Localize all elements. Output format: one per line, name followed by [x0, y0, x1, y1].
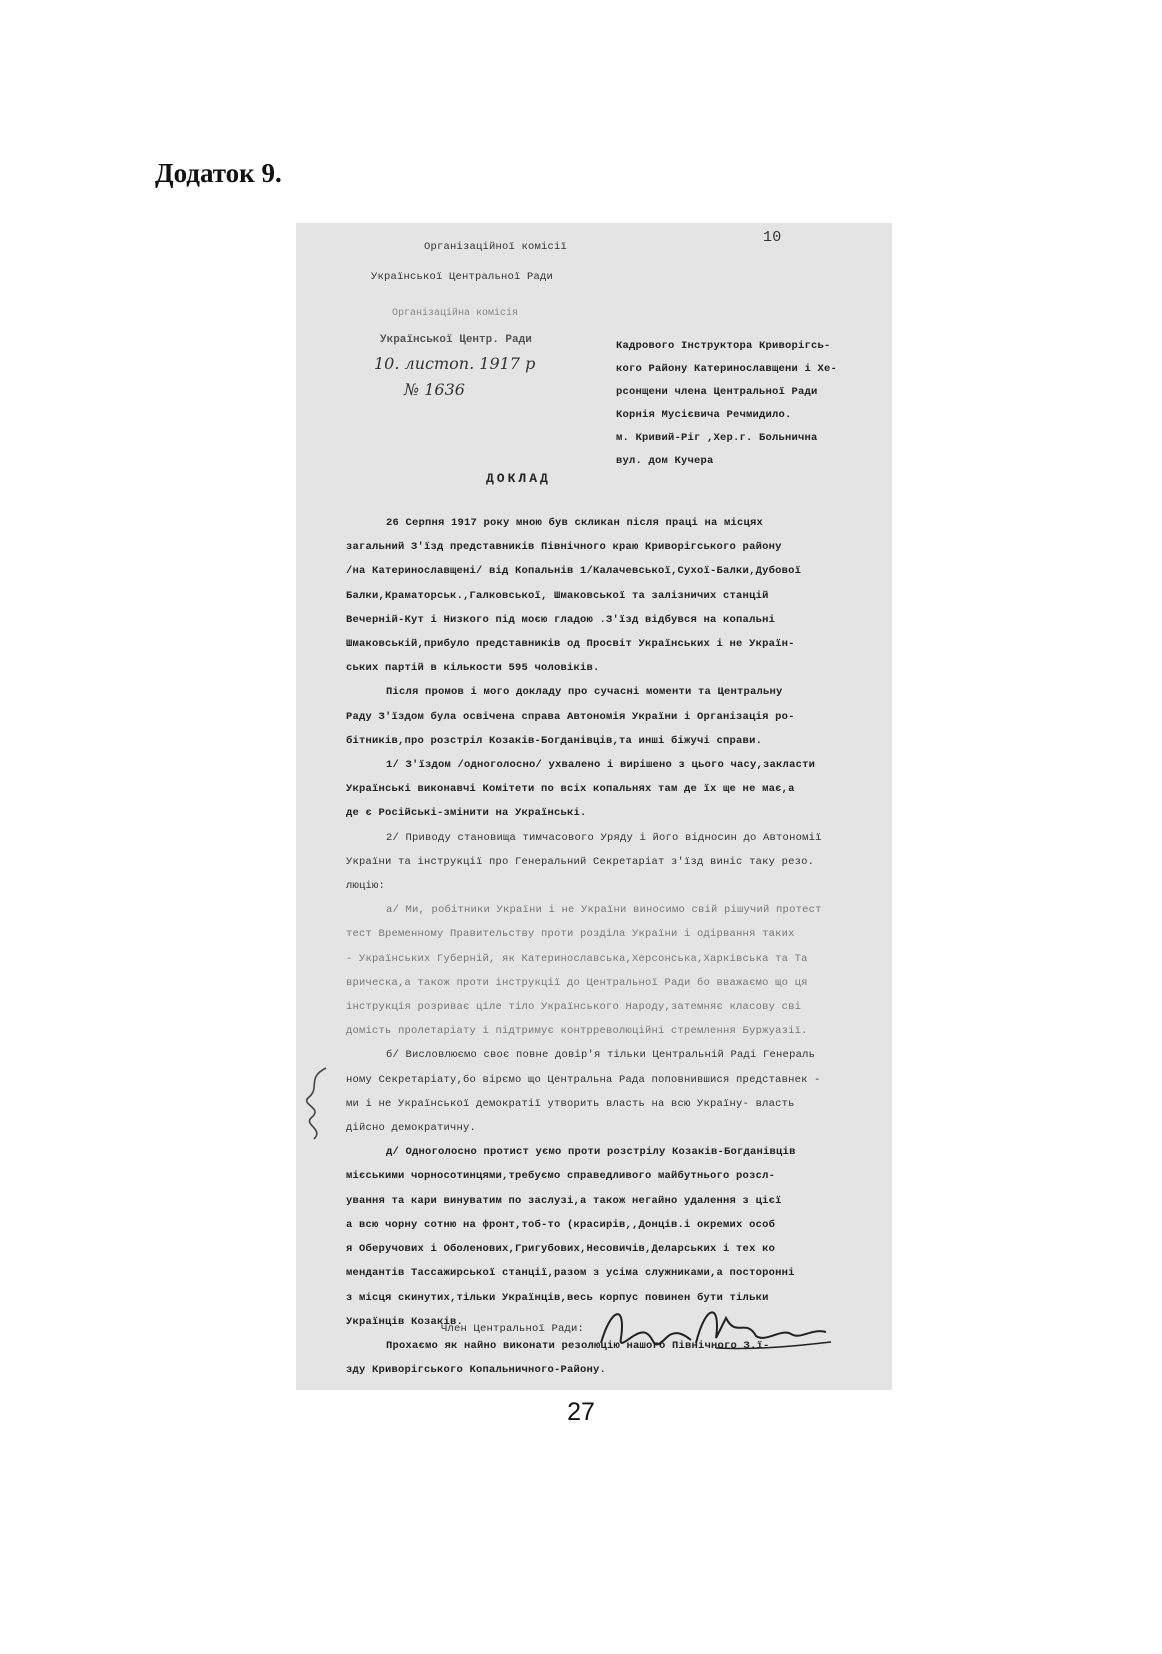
- body-line: врическа,а також проти інструкції до Центральної Ради бо вважаємо що ця: [346, 976, 808, 989]
- addressee-line: кого Району Катеринославщени і Хе-: [616, 363, 838, 375]
- scan-page-number: 10: [763, 229, 782, 246]
- body-line: ми і не Української демократії утворить власть на всю Україну- власть: [346, 1097, 795, 1110]
- body-line: д/ Одноголосно протист уємо проти розстрілу Козаків-Богданівців: [386, 1146, 796, 1159]
- document-title: ДОКЛАД: [486, 471, 551, 486]
- body-line: Після промов і мого докладу про сучасні моменти та Центральну: [386, 686, 783, 699]
- body-line: я Оберучових і Оболенових,Григубових,Несовичів,Деларських і тех ко: [346, 1243, 776, 1256]
- body-line: 1/ З'їздом /одноголосно/ ухвалено і вирішено з цього часу,закласти: [386, 759, 816, 772]
- scanned-document: [296, 223, 892, 1390]
- body-line: а/ Ми, робітники України і не України виносимо свій рішучий протест: [386, 904, 822, 917]
- registration-stamp: [374, 308, 534, 408]
- body-line: Прохаємо як найно виконати резолюцію нашого Північного З.ї-: [386, 1339, 770, 1352]
- addressee-line: Корнія Мусієвича Речмидило.: [616, 409, 792, 421]
- body-line: де є Російські-змінити на Українські.: [346, 807, 587, 820]
- addressee-line: вул. дом Кучера: [616, 455, 714, 467]
- body-line: мендантів Тассажирської станції,разом з усіма служниками,а посторонні: [346, 1267, 795, 1280]
- body-line: Вечерній-Кут і Низкого під моєю гладою .З'їзд відбувся на копальні: [346, 613, 776, 626]
- addressee-block: [616, 335, 837, 473]
- body-line: 2/ Приводу становища тимчасового Уряду і його відносин до Автономії: [386, 831, 822, 844]
- addressee-line: м. Кривий-Ріг ,Хер.г. Больнична: [616, 432, 818, 444]
- stamp-number: № 1636: [404, 380, 465, 399]
- body-line: тест Временному Правительству проти розділа України і одірвання таких: [346, 928, 795, 941]
- body-line: зду Криворігського Копальничного-Району.: [346, 1364, 607, 1377]
- stamp-date: 10. листоп. 1917 р: [374, 354, 536, 373]
- body-line: ному Секретаріату,бо вірємо що Центральна Рада поповнившися представнек -: [346, 1073, 821, 1086]
- body-line: інструкція розриває ціле тіло Українського Народу,затемняє класову сві: [346, 1001, 802, 1014]
- body-line: Шмаковській,прибуло представників од Просвіт Українських і не Україн-: [346, 638, 795, 651]
- body-line: б/ Висловлюємо своє повне довір'я тільки Центральній Раді Генераль: [386, 1049, 816, 1062]
- body-line: бітників,про розстріл Козаків-Богданівців,та инші біжучі справи.: [346, 734, 763, 747]
- body-line: люцію:: [346, 880, 386, 893]
- body-line: ування та кари винуватим по заслузі,а також негайно удалення з цієї: [346, 1194, 782, 1207]
- body-line: ських партій в кількости 595 чоловіків.: [346, 662, 600, 675]
- body-line: загальний З'їзд представників Північного краю Криворігського району: [346, 541, 782, 554]
- signature-label: Член Центральної Ради:: [441, 1323, 585, 1335]
- stamp-line-1: Організаційна комісія: [392, 308, 519, 319]
- addressee-line: рсонщени члена Центральної Ради: [616, 386, 818, 398]
- stamp-line-2: Української Центр. Ради: [380, 334, 532, 346]
- body-line: Раду З'їздом була освічена справа Автономія України і Організація ро-: [346, 710, 795, 723]
- body-line: а всю чорну сотню на фронт,тоб-то (красирів,,Донців.і окремих особ: [346, 1218, 776, 1231]
- body-line: домість пролетаріату і підтримує контрреволюційні стремлення Буржуазії.: [346, 1025, 808, 1038]
- page-number: 27: [567, 1398, 595, 1426]
- body-line: Українські виконавчі Комітети по всіх копальнях там де їх ще не має,а: [346, 783, 795, 796]
- org-line-1: Організаційної комісії: [424, 241, 568, 253]
- body-line: Українців Козаків.: [346, 1315, 464, 1328]
- org-line-2: Української Центральної Ради: [371, 271, 554, 283]
- addressee-line: Кадрового Інструктора Криворігсь-: [616, 340, 831, 352]
- document-body: [346, 511, 846, 1382]
- body-line: України та інструкції про Генеральний Секретаріат з'їзд виніс таку резо.: [346, 855, 815, 868]
- body-line: з місця скинутих,тільки Українців,весь корпус повинен бути тільки: [346, 1291, 769, 1304]
- handwritten-signature: [596, 1298, 836, 1368]
- body-line: - Українських Губерній, як Катеринославська,Херсонська,Харківська та Та: [346, 952, 808, 965]
- body-line: мієськими чорносотинцями,требуємо справедливого майбутнього розсл-: [346, 1170, 776, 1183]
- body-line: Балки,Краматорськ.,Галковської, Шмаковської та залізничих станцій: [346, 589, 769, 602]
- appendix-heading: Додаток 9.: [155, 158, 282, 188]
- body-line: /на Катеринославщені/ від Копальнів 1/Калачевської,Сухої-Балки,Дубової: [346, 565, 802, 578]
- body-line: 26 Серпня 1917 року мною був скликан після праці на місцях: [386, 517, 764, 529]
- body-line: дійсно демократичну.: [346, 1122, 477, 1135]
- margin-handwritten-note: [296, 1063, 336, 1143]
